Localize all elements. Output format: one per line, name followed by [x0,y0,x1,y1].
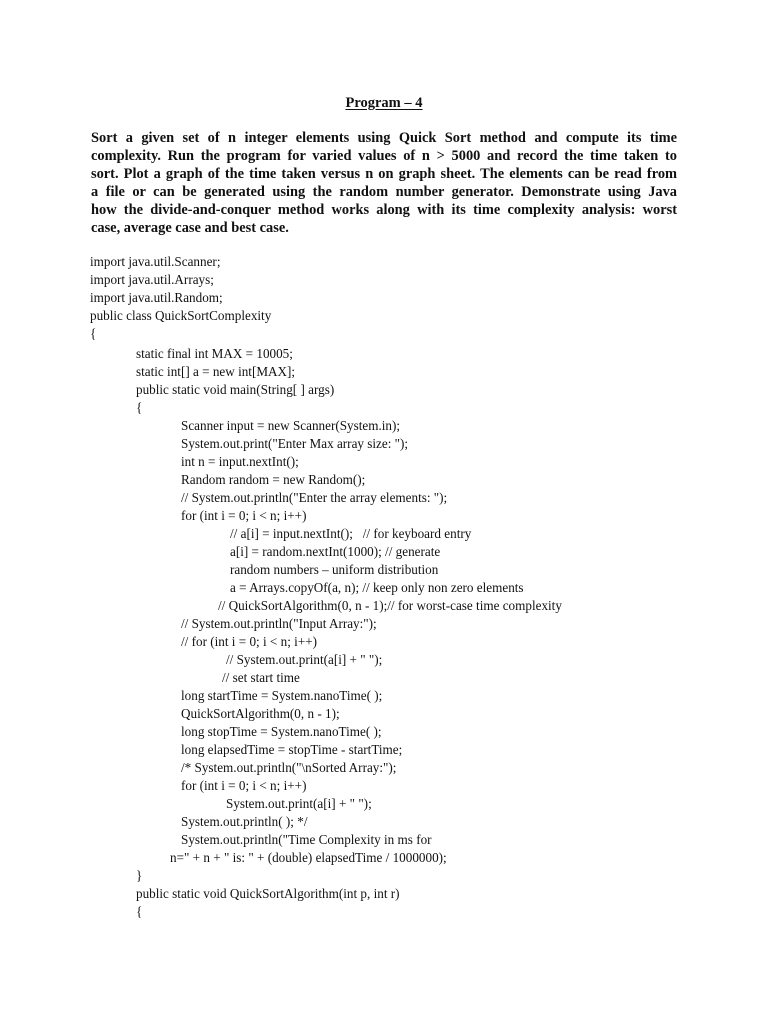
code-line: int n = input.nextInt(); [181,455,299,470]
code-line: System.out.println( ); */ [181,815,308,830]
code-line: System.out.print(a[i] + " "); [226,797,372,812]
code-line: public static void QuickSortAlgorithm(int p, int r) [136,887,400,902]
code-line: public class QuickSortComplexity [90,309,272,324]
code-line: static final int MAX = 10005; [136,347,293,362]
problem-statement-line: how the divide-and-conquer method works along with its time complexity analysis: worst [91,202,677,218]
code-line: // System.out.println("Enter the array elements: "); [181,491,448,506]
problem-statement [91,129,677,237]
code-line: import java.util.Scanner; [90,255,221,270]
code-line: long startTime = System.nanoTime( ); [181,689,383,704]
code-line: import java.util.Random; [90,291,223,306]
code-line: // System.out.print(a[i] + " "); [226,653,383,668]
code-line: a[i] = random.nextInt(1000); // generate [230,545,441,560]
code-line: Random random = new Random(); [181,473,366,488]
code-line: random numbers – uniform distribution [230,563,439,578]
code-line: } [136,869,143,884]
code-line: long stopTime = System.nanoTime( ); [181,725,382,740]
code-line: QuickSortAlgorithm(0, n - 1); [181,707,340,722]
code-line: for (int i = 0; i < n; i++) [181,509,307,524]
code-line: { [90,327,97,342]
code-line: // set start time [222,671,300,686]
code-line: { [136,905,143,920]
code-line: Scanner input = new Scanner(System.in); [181,419,401,434]
code-line: // System.out.println("Input Array:"); [181,617,377,632]
code-line: public static void main(String[ ] args) [136,383,335,398]
code-line: // QuickSortAlgorithm(0, n - 1);// for worst-case time complexity [218,599,562,614]
program-title [0,94,768,112]
code-line: for (int i = 0; i < n; i++) [181,779,307,794]
code-line: static int[] a = new int[MAX]; [136,365,296,380]
problem-statement-line: case, average case and best case. [91,220,289,236]
code-line: a = Arrays.copyOf(a, n); // keep only non zero elements [230,581,524,596]
problem-statement-line: complexity. Run the program for varied values of n > 5000 and record the time taken to [91,148,677,164]
code-line: long elapsedTime = stopTime - startTime; [181,743,403,758]
code-line: /* System.out.println("\nSorted Array:"); [181,761,397,776]
code-line: { [136,401,143,416]
program-title-text: Program – 4 [345,95,423,111]
problem-statement-line: Sort a given set of n integer elements using Quick Sort method and compute its time [91,130,677,146]
code-line: System.out.println("Time Complexity in ms for [181,833,432,848]
code-line: n=" + n + " is: " + (double) elapsedTime / 1000000); [170,851,447,866]
problem-statement-line: sort. Plot a graph of the time taken versus n on graph sheet. The elements can be read from [91,166,677,182]
code-line: // a[i] = input.nextInt(); // for keyboard entry [230,527,472,542]
code-line: System.out.print("Enter Max array size: "); [181,437,409,452]
code-line: import java.util.Arrays; [90,273,214,288]
problem-statement-line: a file or can be generated using the random number generator. Demonstrate using Java [91,184,677,200]
code-line: // for (int i = 0; i < n; i++) [181,635,318,650]
